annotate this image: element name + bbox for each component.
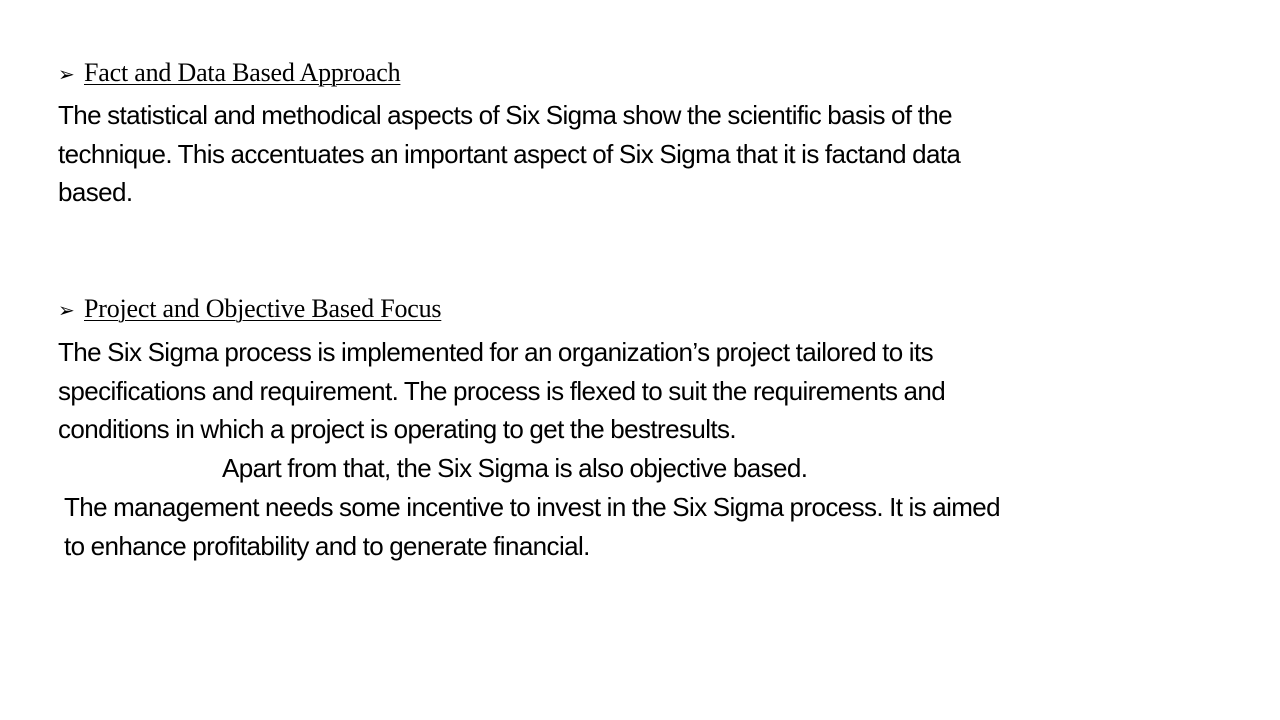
heading-text: Project and Objective Based Focus bbox=[84, 294, 442, 323]
section-heading-fact-data bbox=[58, 58, 400, 88]
paragraph-line: based. bbox=[58, 177, 133, 207]
section-heading-project-objective bbox=[58, 294, 441, 324]
paragraph-line: Apart from that, the Six Sigma is also objective based. bbox=[222, 453, 808, 483]
heading-text: Fact and Data Based Approach bbox=[84, 58, 401, 87]
paragraph-line: technique. This accentuates an important aspect of Six Sigma that it is factand data bbox=[58, 138, 961, 169]
paragraph-fact-data bbox=[58, 96, 960, 212]
paragraph-line: The Six Sigma process is implemented for an organization’s project tailored to its bbox=[58, 337, 933, 367]
paragraph-indented bbox=[222, 449, 807, 488]
paragraph-line: conditions in which a project is operating to get the bestresults. bbox=[58, 414, 737, 444]
paragraph-line: The statistical and methodical aspects of Six Sigma show the scientific basis of the bbox=[58, 100, 953, 130]
arrow-bullet-icon: ➢ bbox=[58, 62, 75, 86]
paragraph-closing bbox=[64, 488, 1000, 565]
paragraph-line: to enhance profitability and to generate financial. bbox=[64, 530, 590, 561]
paragraph-line: The management needs some incentive to invest in the Six Sigma process. It is aimed bbox=[64, 492, 1001, 522]
paragraph-project-objective bbox=[58, 333, 945, 449]
paragraph-line: specifications and requirement. The process is flexed to suit the requirements and bbox=[58, 375, 946, 406]
arrow-bullet-icon: ➢ bbox=[58, 298, 75, 322]
